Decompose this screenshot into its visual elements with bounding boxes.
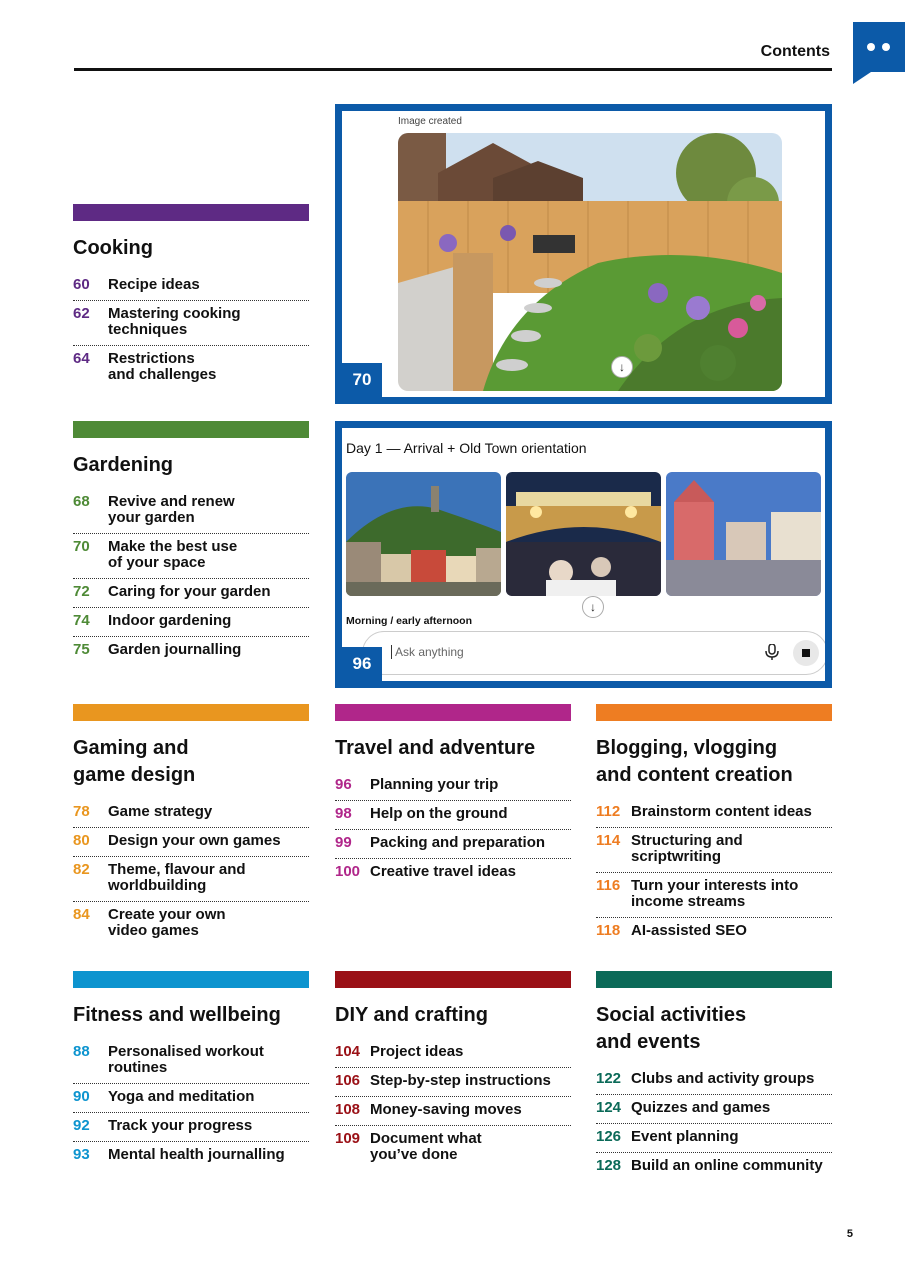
entry-title: Revive and renew your garden	[108, 493, 235, 526]
entry-page-number: 128	[596, 1157, 622, 1174]
section-social	[596, 971, 832, 1181]
section-entries	[335, 772, 571, 887]
toc-entry[interactable]	[73, 272, 309, 301]
toc-entry[interactable]	[73, 857, 309, 902]
section-color-bar	[596, 704, 832, 721]
section-title: Travel and adventure	[335, 737, 536, 759]
entry-page-number: 116	[596, 877, 621, 894]
entry-page-number: 88	[73, 1043, 90, 1060]
chat-input[interactable]	[362, 631, 828, 675]
entry-page-number: 99	[335, 834, 352, 851]
entry-title: Recipe ideas	[108, 276, 200, 293]
toc-entry[interactable]	[73, 489, 309, 534]
entry-page-number: 70	[73, 538, 90, 555]
section-title: Blogging, vlogging and content creation	[596, 737, 793, 786]
toc-entry[interactable]	[73, 301, 309, 346]
section-color-bar	[73, 971, 309, 988]
entry-title: Creative travel ideas	[370, 863, 516, 880]
header-rule	[74, 68, 832, 71]
entry-title: Step-by-step instructions	[370, 1072, 551, 1089]
stop-button[interactable]	[793, 640, 819, 666]
toc-entry[interactable]	[596, 873, 832, 918]
entry-title: Money-saving moves	[370, 1101, 522, 1118]
entry-page-number: 64	[73, 350, 90, 367]
entry-page-number: 96	[335, 776, 352, 793]
scroll-down-icon[interactable]: ↓	[582, 596, 604, 618]
toc-entry[interactable]	[596, 1066, 832, 1095]
section-color-bar	[73, 421, 309, 438]
feature-page-badge: 70	[342, 363, 382, 397]
stop-icon	[802, 649, 810, 657]
entry-title: Brainstorm content ideas	[631, 803, 812, 820]
photo-triple-bridge-night	[506, 472, 661, 596]
entry-page-number: 106	[335, 1072, 361, 1089]
section-color-bar	[335, 971, 571, 988]
image-caption: Image created	[398, 116, 462, 127]
toc-entry[interactable]	[73, 828, 309, 857]
entry-title: Theme, flavour and worldbuilding	[108, 861, 246, 894]
entry-page-number: 108	[335, 1101, 361, 1118]
entry-page-number: 74	[73, 612, 90, 629]
toc-entry[interactable]	[335, 772, 571, 801]
section-title: DIY and crafting	[335, 1004, 488, 1026]
entry-page-number: 124	[596, 1099, 622, 1116]
toc-entry[interactable]	[73, 1113, 309, 1142]
entry-title: Garden journalling	[108, 641, 242, 658]
entry-page-number: 109	[335, 1130, 361, 1147]
entry-page-number: 92	[73, 1117, 90, 1134]
entry-page-number: 114	[596, 832, 621, 849]
entry-page-number: 62	[73, 305, 90, 322]
toc-entry[interactable]	[335, 859, 571, 887]
entry-title: Event planning	[631, 1128, 739, 1145]
toc-entry[interactable]	[335, 1126, 571, 1170]
entry-title: Game strategy	[108, 803, 213, 820]
entry-title: Build an online community	[631, 1157, 823, 1174]
section-entries	[335, 1039, 571, 1170]
section-gaming	[73, 704, 309, 946]
entry-page-number: 75	[73, 641, 90, 658]
toc-entry[interactable]	[335, 801, 571, 830]
download-icon[interactable]: ↓	[611, 356, 633, 378]
toc-entry[interactable]	[73, 1142, 309, 1170]
toc-entry[interactable]	[73, 637, 309, 665]
toc-entry[interactable]	[596, 1124, 832, 1153]
section-color-bar	[335, 704, 571, 721]
section-blogging	[596, 704, 832, 946]
entry-title: Restrictions and challenges	[108, 350, 217, 383]
toc-entry[interactable]	[73, 608, 309, 637]
entry-page-number: 122	[596, 1070, 622, 1087]
entry-page-number: 80	[73, 832, 90, 849]
section-gardening	[73, 421, 309, 665]
photo-preseren-square	[666, 472, 821, 596]
entry-title: Yoga and meditation	[108, 1088, 255, 1105]
entry-title: Packing and preparation	[370, 834, 546, 851]
entry-page-number: 118	[596, 922, 621, 939]
toc-entry[interactable]	[335, 1039, 571, 1068]
entry-title: Structuring and scriptwriting	[631, 832, 743, 865]
entry-title: Make the best use of your space	[108, 538, 238, 571]
toc-entry[interactable]	[73, 902, 309, 946]
section-title: Fitness and wellbeing	[73, 1004, 281, 1026]
section-entries	[73, 489, 309, 665]
entry-page-number: 60	[73, 276, 90, 293]
toc-entry[interactable]	[596, 1153, 832, 1181]
toc-entry[interactable]	[73, 534, 309, 579]
section-entries	[73, 799, 309, 946]
section-title: Gardening	[73, 454, 174, 476]
feature-travel-chat	[335, 421, 832, 688]
entry-page-number: 84	[73, 906, 90, 923]
section-entries	[73, 272, 309, 390]
photo-ljubljana-castle	[346, 472, 501, 596]
section-color-bar	[596, 971, 832, 988]
toc-entry[interactable]	[596, 918, 832, 946]
entry-page-number: 104	[335, 1043, 361, 1060]
entry-title: Create your own video games	[108, 906, 226, 939]
toc-entry[interactable]	[335, 1097, 571, 1126]
entry-page-number: 72	[73, 583, 90, 600]
feature-garden	[335, 104, 832, 404]
entry-page-number: 126	[596, 1128, 622, 1145]
entry-title: Design your own games	[108, 832, 281, 849]
entry-title: AI-assisted SEO	[631, 922, 747, 939]
toc-entry[interactable]	[596, 828, 832, 873]
section-diy	[335, 971, 571, 1170]
section-entries	[596, 799, 832, 946]
entry-title: Planning your trip	[370, 776, 499, 793]
section-color-bar	[73, 204, 309, 221]
section-cooking	[73, 204, 309, 390]
toc-entry[interactable]	[596, 1095, 832, 1124]
entry-title: Mastering cooking techniques	[108, 305, 241, 338]
entry-page-number: 90	[73, 1088, 90, 1105]
section-fitness	[73, 971, 309, 1170]
entry-title: Mental health journalling	[108, 1146, 285, 1163]
section-title: Gaming and game design	[73, 737, 196, 786]
toc-entry[interactable]	[73, 346, 309, 390]
entry-page-number: 98	[335, 805, 352, 822]
itinerary-title: Day 1 — Arrival + Old Town orientation	[346, 440, 587, 456]
toc-entry[interactable]	[73, 1039, 309, 1084]
toc-entry[interactable]	[73, 579, 309, 608]
toc-entry[interactable]	[335, 1068, 571, 1097]
toc-entry[interactable]	[335, 830, 571, 859]
entry-page-number: 78	[73, 803, 90, 820]
entry-title: Clubs and activity groups	[631, 1070, 815, 1087]
entry-page-number: 82	[73, 861, 90, 878]
entry-title: Turn your interests into income streams	[631, 877, 799, 910]
toc-entry[interactable]	[73, 799, 309, 828]
toc-entry[interactable]	[596, 799, 832, 828]
section-color-bar	[73, 704, 309, 721]
section-title: Social activities and events	[596, 1004, 747, 1053]
entry-title: Document what you’ve done	[370, 1130, 482, 1163]
section-entries	[596, 1066, 832, 1181]
entry-page-number: 100	[335, 863, 361, 880]
entry-title: Indoor gardening	[108, 612, 232, 629]
speech-bubble-icon	[853, 22, 905, 84]
entry-title: Personalised workout routines	[108, 1043, 264, 1076]
feature-page-badge: 96	[342, 647, 382, 681]
entry-title: Caring for your garden	[108, 583, 271, 600]
page-number: 5	[846, 1228, 853, 1240]
toc-entry[interactable]	[73, 1084, 309, 1113]
section-entries	[73, 1039, 309, 1170]
page-title: Contents	[760, 43, 830, 60]
entry-page-number: 68	[73, 493, 90, 510]
entry-title: Track your progress	[108, 1117, 253, 1134]
chat-input-placeholder: Ask anything	[391, 645, 464, 659]
entry-title: Quizzes and games	[631, 1099, 771, 1116]
entry-page-number: 93	[73, 1146, 90, 1163]
entry-title: Help on the ground	[370, 805, 508, 822]
entry-page-number: 112	[596, 803, 621, 820]
section-title: Cooking	[73, 237, 153, 259]
garden-image	[398, 133, 782, 391]
section-travel	[335, 704, 571, 887]
microphone-icon[interactable]	[765, 644, 779, 660]
itinerary-subtitle: Morning / early afternoon	[346, 615, 473, 627]
entry-title: Project ideas	[370, 1043, 464, 1060]
